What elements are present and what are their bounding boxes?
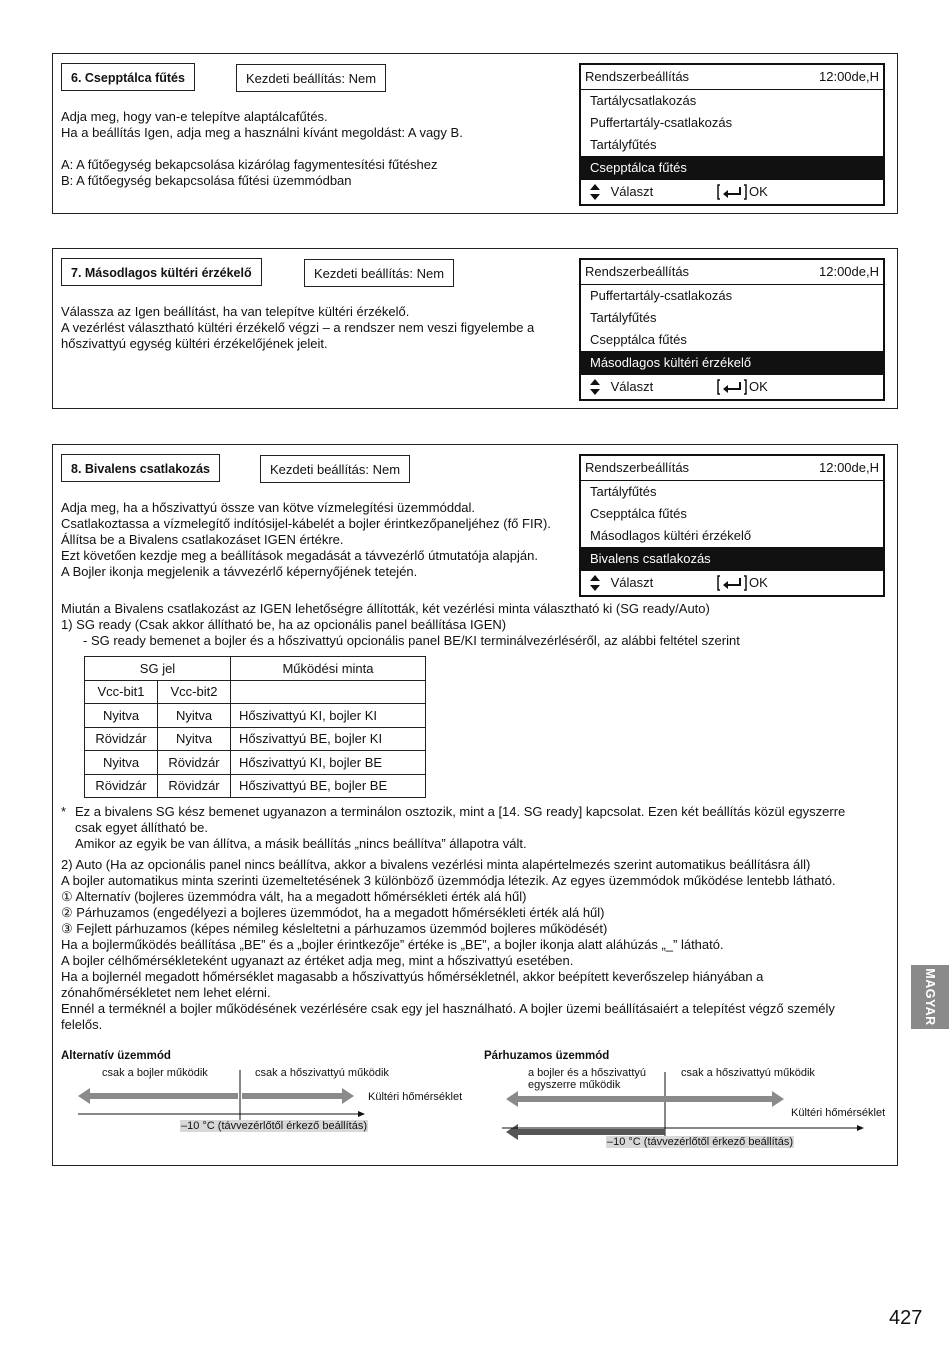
ok-label: OK bbox=[749, 575, 768, 590]
screen-footer bbox=[581, 179, 883, 204]
menu-item-selected[interactable]: Bivalens csatlakozás bbox=[581, 547, 883, 570]
header-bit1: Vcc-bit1 bbox=[85, 680, 158, 704]
enter-key-icon bbox=[717, 575, 747, 591]
ok-label: OK bbox=[749, 184, 768, 199]
select-label: Választ bbox=[610, 184, 654, 199]
table-subheader-row bbox=[85, 680, 426, 704]
screen-time: 12:00de,H bbox=[819, 264, 879, 279]
up-down-arrows-icon bbox=[589, 183, 601, 201]
screen-footer bbox=[581, 374, 883, 399]
page-number: 427 bbox=[889, 1307, 923, 1329]
left-label: csak a bojler működik bbox=[102, 1067, 208, 1079]
screen-title: Rendszerbeállítás bbox=[585, 69, 690, 84]
section-description: Adja meg, ha a hőszivattyú össze van kötve vízmelegítési üzemmóddal. Csatlakoztassa a vízmelegítő indítósijel-kábelét a bojler érintkezőpaneljéhez (fő FIR). Állítsa be a Bivalens csatlakozáset IGEN értékre. Ezt követően kezdje meg a beállítások megadását a távvezérlő útmutatója alapján. A Bojler ikonja megjelenik a távvezérlő képernyőjének tetején. bbox=[61, 500, 551, 579]
bivalent-intro bbox=[61, 601, 740, 649]
right-label: csak a hőszivattyú működik bbox=[255, 1067, 389, 1079]
cell-bit2: Nyitva bbox=[158, 727, 231, 751]
axis-label: Kültéri hőmérséklet bbox=[368, 1091, 463, 1103]
table-row bbox=[85, 751, 426, 775]
auto-description bbox=[61, 857, 836, 1033]
cell-bit2: Rövidzár bbox=[158, 751, 231, 775]
note-line: csak egyet állítható be. bbox=[75, 820, 208, 835]
cell-bit2: Nyitva bbox=[158, 704, 231, 728]
section-title: 8. Bivalens csatlakozás bbox=[61, 454, 220, 482]
enter-key-icon bbox=[717, 184, 747, 200]
menu-item[interactable]: Másodlagos kültéri érzékelő bbox=[590, 528, 752, 543]
menu-item-selected[interactable]: Másodlagos kültéri érzékelő bbox=[581, 351, 883, 374]
threshold-label: –10 °C (távvezérlőtől érkező beállítás) bbox=[181, 1120, 367, 1132]
axis-label: Kültéri hőmérséklet bbox=[791, 1107, 886, 1119]
note-asterisk: * bbox=[61, 804, 67, 819]
menu-item[interactable]: Csepptálca fűtés bbox=[590, 332, 687, 347]
section-description: Válassza az Igen beállítást, ha van telepítve kültéri érzékelő. A vezérlést választható kültéri érzékelő végzi – a rendszer nem veszi figyelembe a hőszivattyú egység kültéri érzékelőjének jeleit. bbox=[61, 304, 535, 351]
screen-footer bbox=[581, 570, 883, 595]
auto-line: ③ Fejlett párhuzamos (képes némileg késleltetni a párhuzamos üzemmód bojleres működését) bbox=[61, 921, 608, 936]
note-line: Amikor az egyik be van állítva, a másik beállítás „nincs beállítva” állapotra vált. bbox=[75, 836, 527, 851]
intro-line: Miután a Bivalens csatlakozást az IGEN lehetőségre állították, két vezérlési minta választható ki (SG ready/Auto) bbox=[61, 601, 710, 616]
auto-line: ② Párhuzamos (engedélyezi a bojleres üzemmódot, ha a megadott hőmérsékleti érték alá hűl) bbox=[61, 905, 605, 920]
language-tab bbox=[911, 965, 949, 1029]
cell-bit1: Nyitva bbox=[85, 751, 158, 775]
section-description: Adja meg, hogy van-e telepítve alaptálcafűtés. Ha a beállítás Igen, adja meg a használni kívánt megoldást: A vagy B. A: A fűtőegység bekapcsolása kizárólag fagymentesítési fűtéshez B: A fűtőegység bekapcsolása fűtési üzemmódban bbox=[61, 109, 463, 188]
screen-time: 12:00de,H bbox=[819, 460, 879, 475]
table-row bbox=[85, 774, 426, 798]
sg-signal-table bbox=[84, 656, 426, 798]
screen-header bbox=[581, 65, 883, 90]
remote-screen bbox=[579, 454, 885, 597]
parallel-mode-diagram bbox=[484, 1048, 894, 1154]
select-label: Választ bbox=[610, 379, 654, 394]
initial-setting: Kezdeti beállítás: Nem bbox=[304, 259, 454, 287]
header-sg-signal: SG jel bbox=[85, 657, 231, 681]
section-title: 7. Másodlagos kültéri érzékelő bbox=[61, 258, 262, 286]
auto-line: felelős. bbox=[61, 1017, 103, 1032]
threshold-label: –10 °C (távvezérlőtől érkező beállítás) bbox=[607, 1136, 793, 1148]
menu-item-selected[interactable]: Csepptálca fűtés bbox=[581, 156, 883, 179]
screen-header bbox=[581, 456, 883, 481]
left-label-line: egyszerre működik bbox=[528, 1079, 621, 1091]
menu-item[interactable]: Tartálycsatlakozás bbox=[590, 93, 697, 108]
auto-line: zónahőmérsékletet nem lehet elérni. bbox=[61, 985, 271, 1000]
note-line: Ez a bivalens SG kész bemenet ugyanazon a terminálon osztozik, mint a [14. SG ready] kapcsolat. Ezen két beállítás közül egyszerre bbox=[75, 804, 846, 819]
initial-setting: Kezdeti beállítás: Nem bbox=[236, 64, 386, 92]
diagram-title: Párhuzamos üzemmód bbox=[484, 1050, 610, 1062]
empty-cell bbox=[231, 680, 426, 704]
left-label-line: a bojler és a hőszivattyú bbox=[528, 1067, 647, 1079]
initial-setting: Kezdeti beállítás: Nem bbox=[260, 455, 410, 483]
section-title: 6. Csepptálca fűtés bbox=[61, 63, 195, 91]
remote-screen bbox=[579, 63, 885, 206]
ok-label: OK bbox=[749, 379, 768, 394]
screen-time: 12:00de,H bbox=[819, 69, 879, 84]
screen-header bbox=[581, 260, 883, 285]
auto-line: ① Alternatív (bojleres üzemmódra vált, ha a megadott hőmérsékleti érték alá hűl) bbox=[61, 889, 527, 904]
diagram-title: Alternatív üzemmód bbox=[61, 1050, 171, 1062]
cell-bit1: Rövidzár bbox=[85, 774, 158, 798]
header-bit2: Vcc-bit2 bbox=[158, 680, 231, 704]
cell-bit1: Rövidzár bbox=[85, 727, 158, 751]
up-down-arrows-icon bbox=[589, 378, 601, 396]
auto-line: A bojler automatikus minta szerinti üzemeltetésének 3 különböző üzemmódja létezik. Az egyes üzemmódok működése lentebb látható. bbox=[61, 873, 836, 888]
auto-line: Ha a bojlernél megadott hőmérséklet magasabb a hőszivattyús hőmérsékletnél, akkor beépített keverőszelep hiányában a bbox=[61, 969, 764, 984]
up-down-arrows-icon bbox=[589, 574, 601, 592]
table-row bbox=[85, 704, 426, 728]
section-drip-tray-heating bbox=[52, 53, 898, 214]
screen-title: Rendszerbeállítás bbox=[585, 264, 690, 279]
menu-item[interactable]: Tartályfűtés bbox=[590, 137, 657, 152]
auto-line: Ha a bojlerműködés beállítása „BE” és a „bojler érintkezője” értéke is „BE”, a bojler ikonja alatt aláhúzás „_” látható. bbox=[61, 937, 724, 952]
header-operation-pattern: Működési minta bbox=[231, 657, 426, 681]
cell-mode: Hőszivattyú KI, bojler BE bbox=[231, 751, 426, 775]
select-label: Választ bbox=[610, 575, 654, 590]
enter-key-icon bbox=[717, 379, 747, 395]
menu-item[interactable]: Tartályfűtés bbox=[590, 484, 657, 499]
menu-item[interactable]: Puffertartály-csatlakozás bbox=[590, 115, 733, 130]
section-secondary-outdoor-sensor bbox=[52, 248, 898, 409]
table-row bbox=[85, 727, 426, 751]
sg-note bbox=[61, 804, 845, 852]
auto-line: 2) Auto (Ha az opcionális panel nincs beállítva, akkor a bivalens vezérlési minta alapértelmezés szerint automatikus beállításra áll) bbox=[61, 857, 811, 872]
language-tab-label: MAGYAR bbox=[923, 968, 937, 1026]
cell-mode: Hőszivattyú KI, bojler KI bbox=[231, 704, 426, 728]
menu-item[interactable]: Tartályfűtés bbox=[590, 310, 657, 325]
intro-line: - SG ready bemenet a bojler és a hőszivattyú opcionális panel BE/KI terminálvezérléséről, az alábbi feltétel szerint bbox=[83, 633, 740, 648]
intro-line: 1) SG ready (Csak akkor állítható be, ha az opcionális panel beállítása IGEN) bbox=[61, 617, 507, 632]
auto-line: A bojler célhőmérsékleteként ugyanazt az értéket adja meg, mint a hőszivattyú esetében. bbox=[61, 953, 574, 968]
alternative-mode-diagram bbox=[60, 1048, 480, 1138]
cell-mode: Hőszivattyú BE, bojler BE bbox=[231, 774, 426, 798]
screen-title: Rendszerbeállítás bbox=[585, 460, 690, 475]
auto-line: Ennél a terméknél a bojler működésének vezérlésére csak egy jel használható. A bojler üzemi beállításaiért a telepítést végző személy bbox=[61, 1001, 835, 1016]
remote-screen bbox=[579, 258, 885, 401]
menu-item[interactable]: Puffertartály-csatlakozás bbox=[590, 288, 733, 303]
menu-item[interactable]: Csepptálca fűtés bbox=[590, 506, 687, 521]
cell-bit2: Rövidzár bbox=[158, 774, 231, 798]
cell-bit1: Nyitva bbox=[85, 704, 158, 728]
right-label: csak a hőszivattyú működik bbox=[681, 1067, 815, 1079]
table-header-row bbox=[85, 657, 426, 681]
cell-mode: Hőszivattyú BE, bojler KI bbox=[231, 727, 426, 751]
